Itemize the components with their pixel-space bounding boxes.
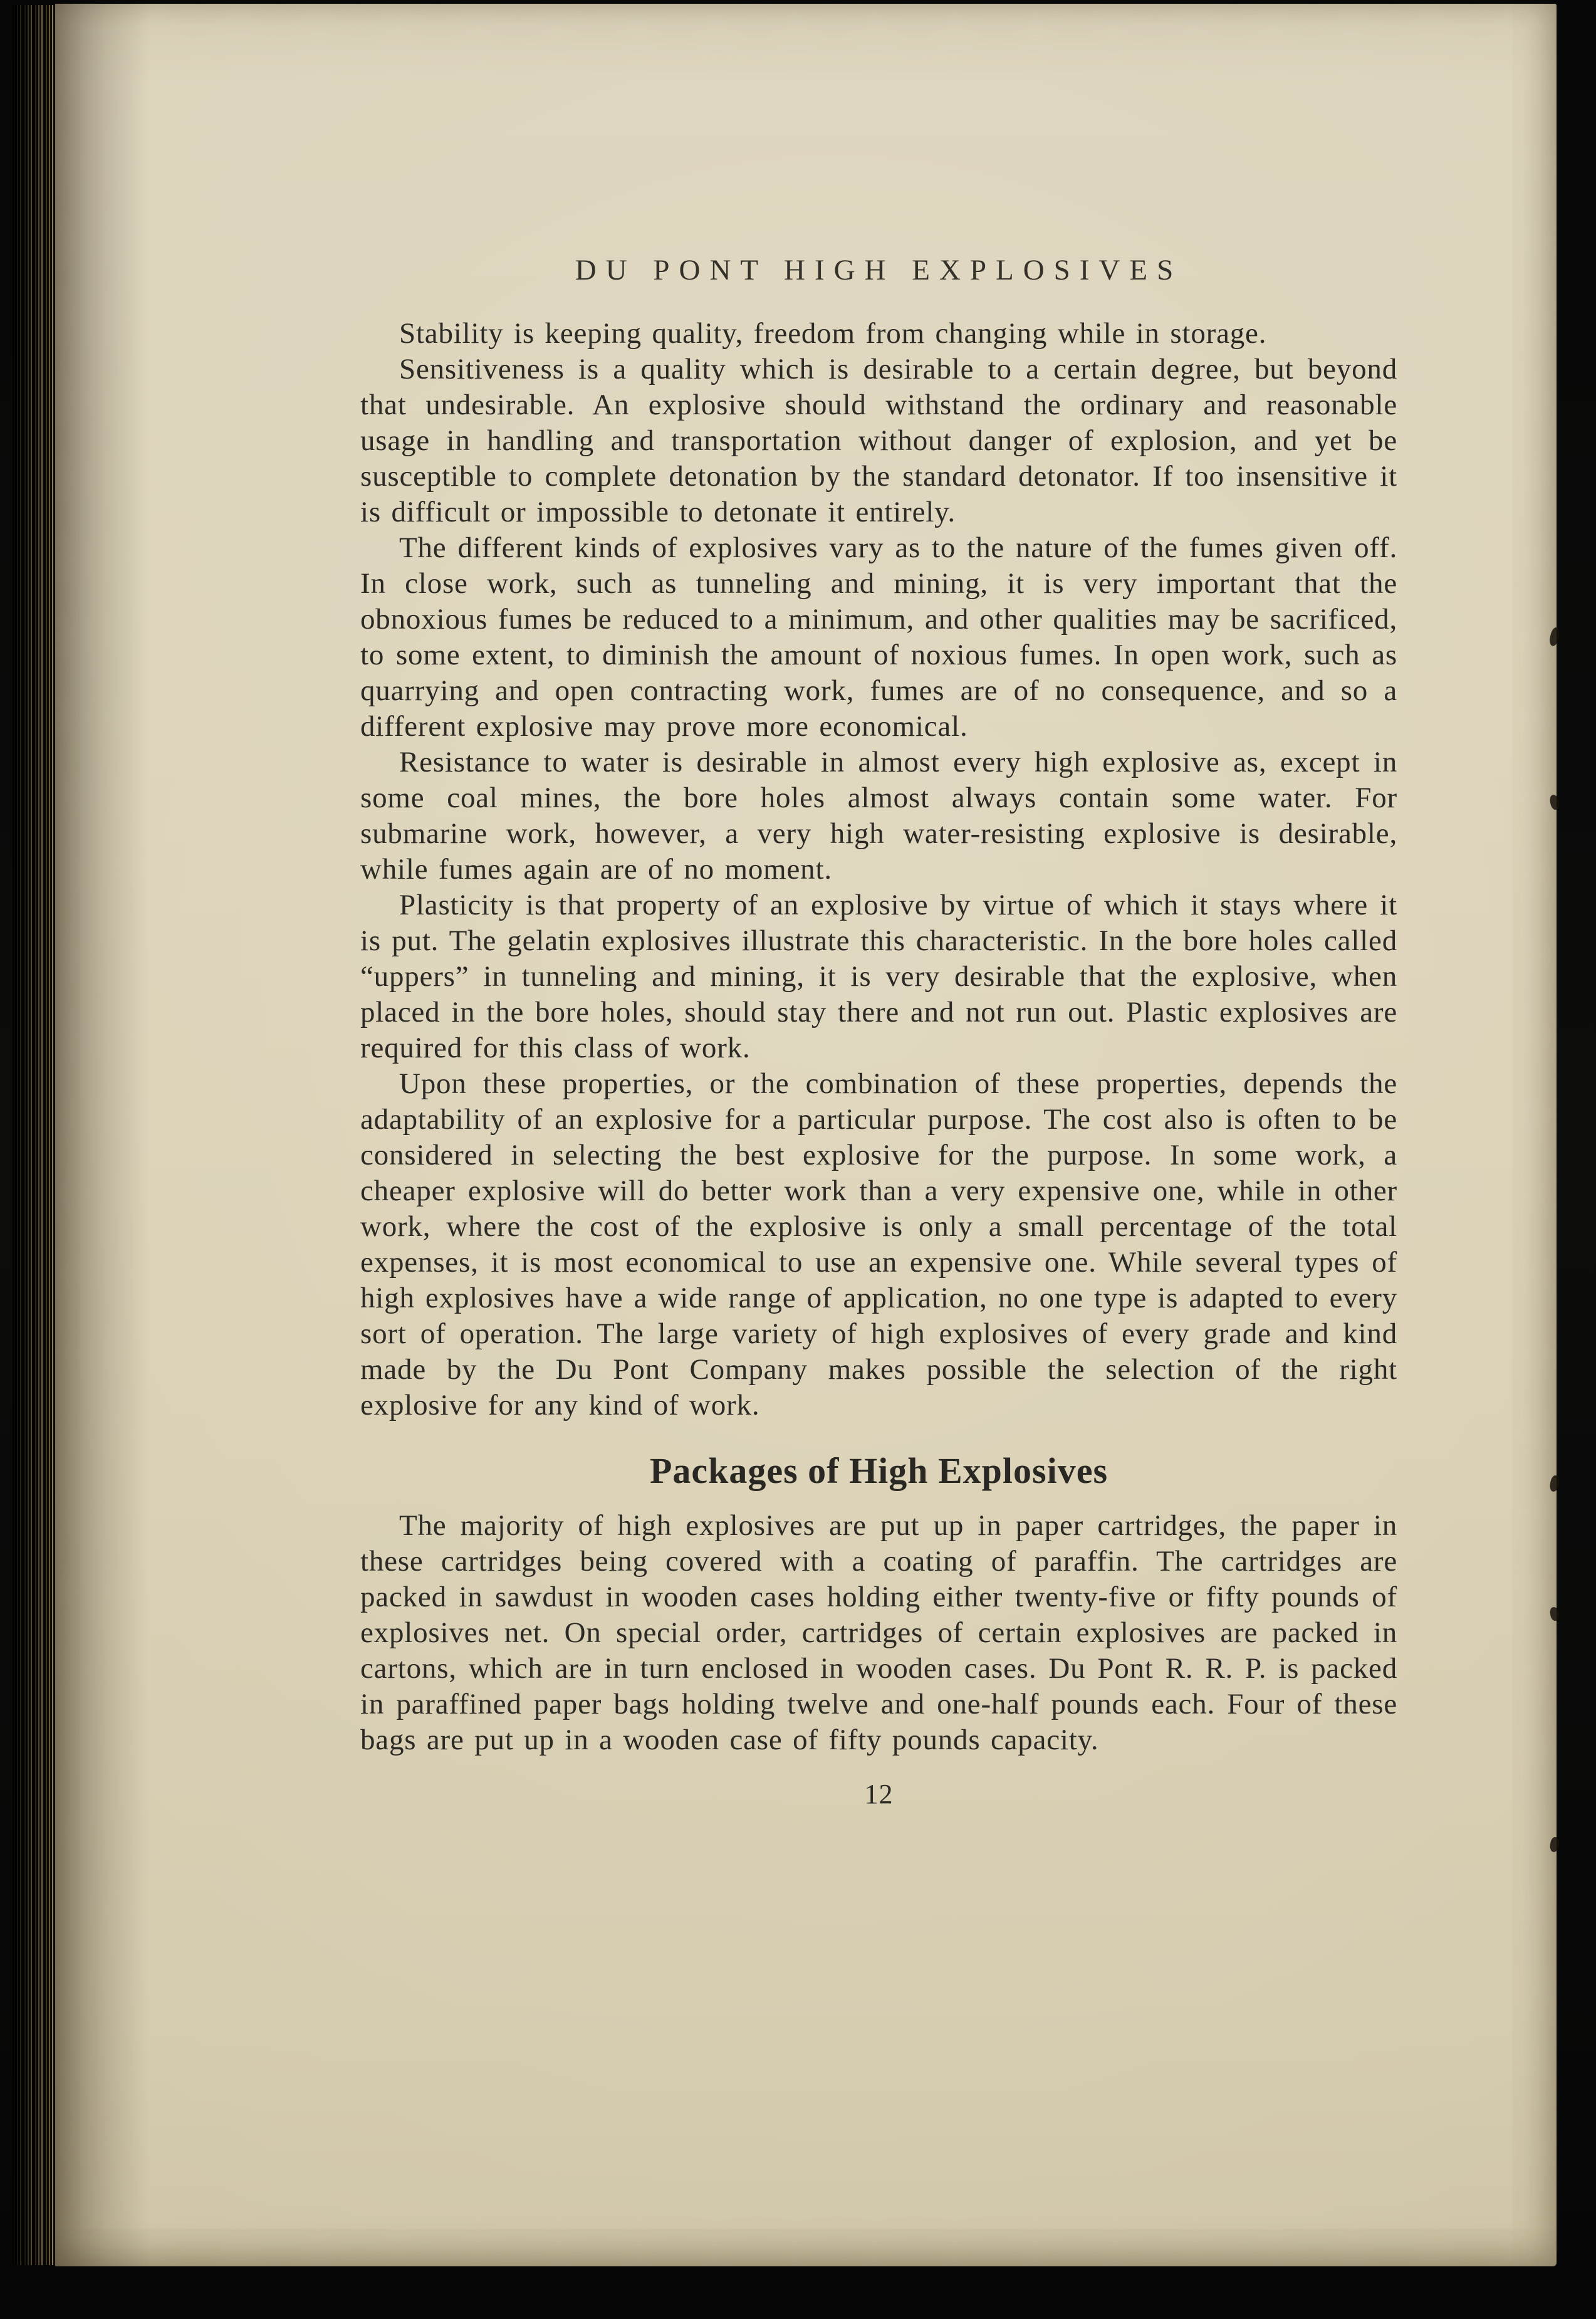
stitch-mark (1548, 1475, 1560, 1492)
paragraph-plasticity: Plasticity is that property of an explosive by virtue of which it stays where it is put. The gelatin explosives illustrate this characteristic. In the bore holes called “uppers” in tunneling and mining, it is very desirable that the explosive, when placed in the bore holes, should stay there and not run out. Plastic explosives are required for this class of work. (360, 889, 1397, 1064)
stitch-mark (1550, 1606, 1560, 1621)
paragraph-packages: The majority of high explosives are put up in paper cartridges, the paper in these cartridges being covered with a coating of paraffin. The cartridges are packed in sawdust in wooden cases holding either twenty-five or fifty pounds of explosives net. On special order, cartridges of certain explosives are packed in cartons, which are in turn enclosed in wooden cases. Du Pont R. R. P. is packed in paraffined paper bags holding twelve and one-half pounds each. Four of these bags are put up in a wooden case of fifty pounds capacity. (360, 1509, 1397, 1756)
book-page (55, 4, 1557, 2266)
page-number: 12 (864, 1779, 894, 1809)
stitch-mark (1549, 794, 1560, 810)
paragraph-stability: Stability is keeping quality, freedom from changing while in storage. (399, 317, 1267, 350)
stitch-mark (1549, 1836, 1560, 1853)
page-content (360, 4, 1397, 1810)
stitch-mark (1548, 627, 1562, 647)
paragraph-water-resistance: Resistance to water is desirable in almost every high explosive as, except in some coal mines, the bore holes almost always contain some water. For submarine work, however, a very high water-resisting explosive is desirable, while fumes again are of no moment. (360, 746, 1397, 886)
section-heading-packages: Packages of High Explosives (649, 1450, 1108, 1491)
book-page-edges (13, 5, 60, 2265)
paragraph-fumes: The different kinds of explosives vary as to the nature of the fumes given off. In close work, such as tunneling and mining, it is very important that the obnoxious fumes be reduced to a minimum, and other qualities may be sacrificed, to some extent, to diminish the amount of noxious fumes. In open work, such as quarrying and open contracting work, fumes are of no consequence, and so a different explosive may prove more economical. (360, 531, 1397, 743)
running-header: DU PONT HIGH EXPLOSIVES (575, 254, 1183, 286)
paragraph-sensitiveness: Sensitiveness is a quality which is desirable to a certain degree, but beyond that undesirable. An explosive should withstand the ordinary and reasonable usage in handling and transportation without danger of explosion, and yet be susceptible to complete detonation by the standard detonator. If too insensitive it is difficult or impossible to detonate it entirely. (360, 353, 1397, 528)
paragraph-properties-cost: Upon these properties, or the combination of these properties, depends the adaptability of an explosive for a particular purpose. The cost also is often to be considered in selecting the best explosive for the purpose. In some work, a cheaper explosive will do better work than a very expensive one, while in other work, where the cost of the explosive is only a small percentage of the total expenses, it is most economical to use an expensive one. While several types of high explosives have a wide range of application, no one type is adapted to every sort of operation. The large variety of high explosives of every grade and kind made by the Du Pont Company makes possible the selection of the right explosive for any kind of work. (360, 1067, 1397, 1421)
